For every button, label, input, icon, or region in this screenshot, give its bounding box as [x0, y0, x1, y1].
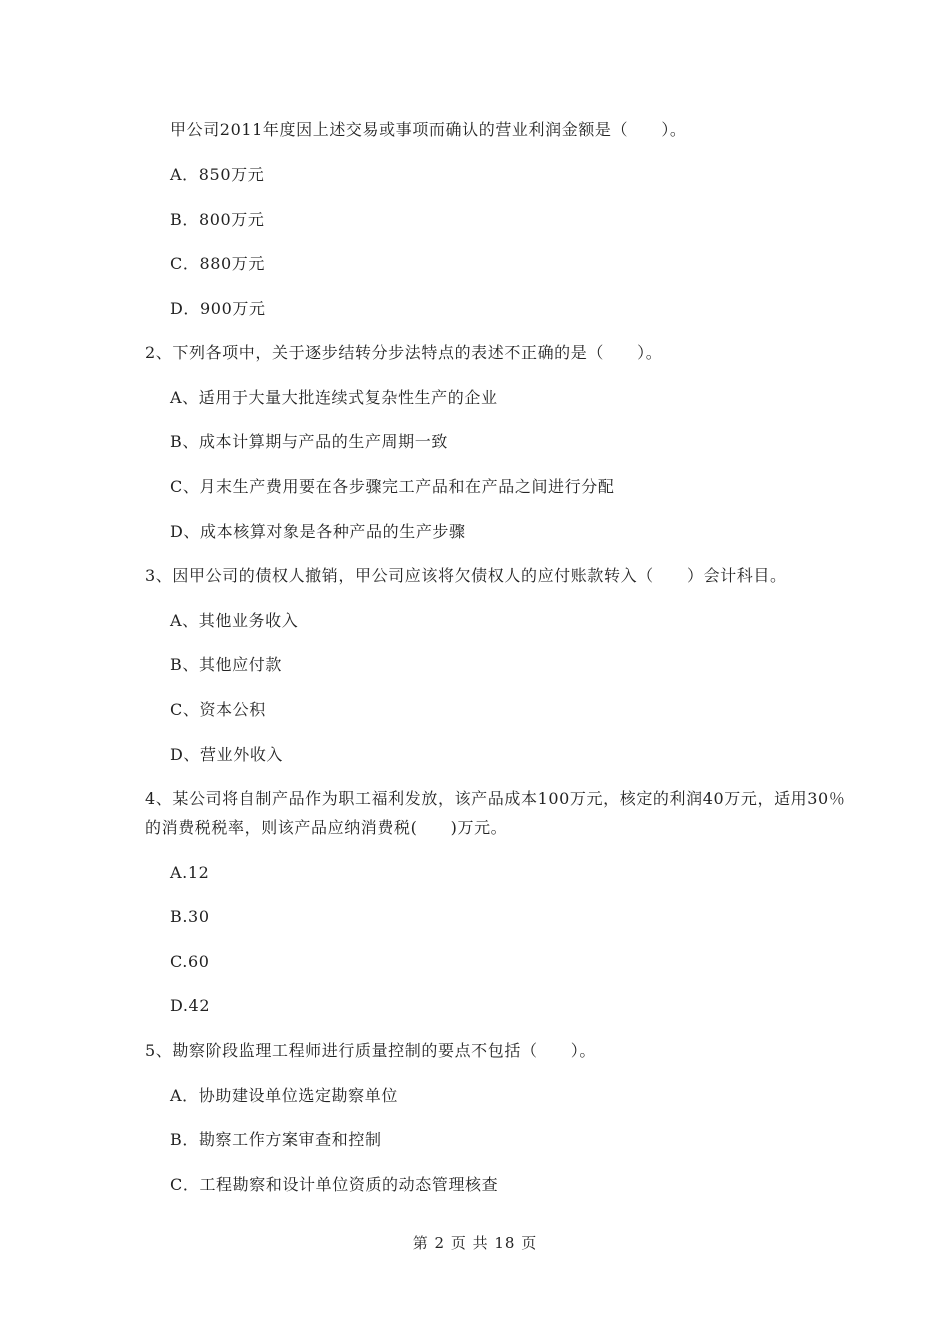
question-3-option-b: B、其他应付款: [170, 655, 282, 674]
question-4-option-c: C.60: [170, 952, 210, 971]
page-footer: 第 2 页 共 18 页: [412, 1234, 538, 1252]
question-1-option-d: D．900万元: [170, 299, 266, 318]
question-4-option-b: B.30: [170, 907, 210, 926]
question-2-option-c: C、月末生产费用要在各步骤完工产品和在产品之间进行分配: [170, 477, 615, 496]
question-2-stem: 2、下列各项中，关于逐步结转分步法特点的表述不正确的是（ ）。: [145, 343, 663, 362]
question-2-option-b: B、成本计算期与产品的生产周期一致: [170, 432, 448, 451]
question-4-stem-line-1: 4、某公司将自制产品作为职工福利发放，该产品成本100万元，核定的利润40万元，适用30％: [145, 789, 846, 808]
question-4-option-a: A.12: [170, 863, 210, 882]
question-5-option-c: C．工程勘察和设计单位资质的动态管理核查: [170, 1175, 499, 1194]
question-1-option-c: C．880万元: [170, 254, 265, 273]
question-1-stem: 甲公司2011年度因上述交易或事项而确认的营业利润金额是（ ）。: [170, 120, 687, 139]
question-4-stem-line-2: 的消费税税率，则该产品应纳消费税( )万元。: [145, 818, 508, 837]
question-3-option-d: D、营业外收入: [170, 745, 284, 764]
question-1-option-b: B．800万元: [170, 210, 265, 229]
question-3-stem: 3、因甲公司的债权人撤销，甲公司应该将欠债权人的应付账款转入（ ）会计科目。: [145, 566, 787, 585]
question-3-option-c: C、资本公积: [170, 700, 266, 719]
question-3-option-a: A、其他业务收入: [170, 611, 299, 630]
question-5-option-b: B．勘察工作方案审查和控制: [170, 1130, 382, 1149]
question-5-stem: 5、勘察阶段监理工程师进行质量控制的要点不包括（ ）。: [145, 1041, 596, 1060]
question-2-option-a: A、适用于大量大批连续式复杂性生产的企业: [170, 388, 498, 407]
question-2-option-d: D、成本核算对象是各种产品的生产步骤: [170, 522, 466, 541]
question-4-option-d: D.42: [170, 996, 211, 1015]
question-5-option-a: A．协助建设单位选定勘察单位: [170, 1086, 398, 1105]
question-1-option-a: A．850万元: [170, 165, 265, 184]
